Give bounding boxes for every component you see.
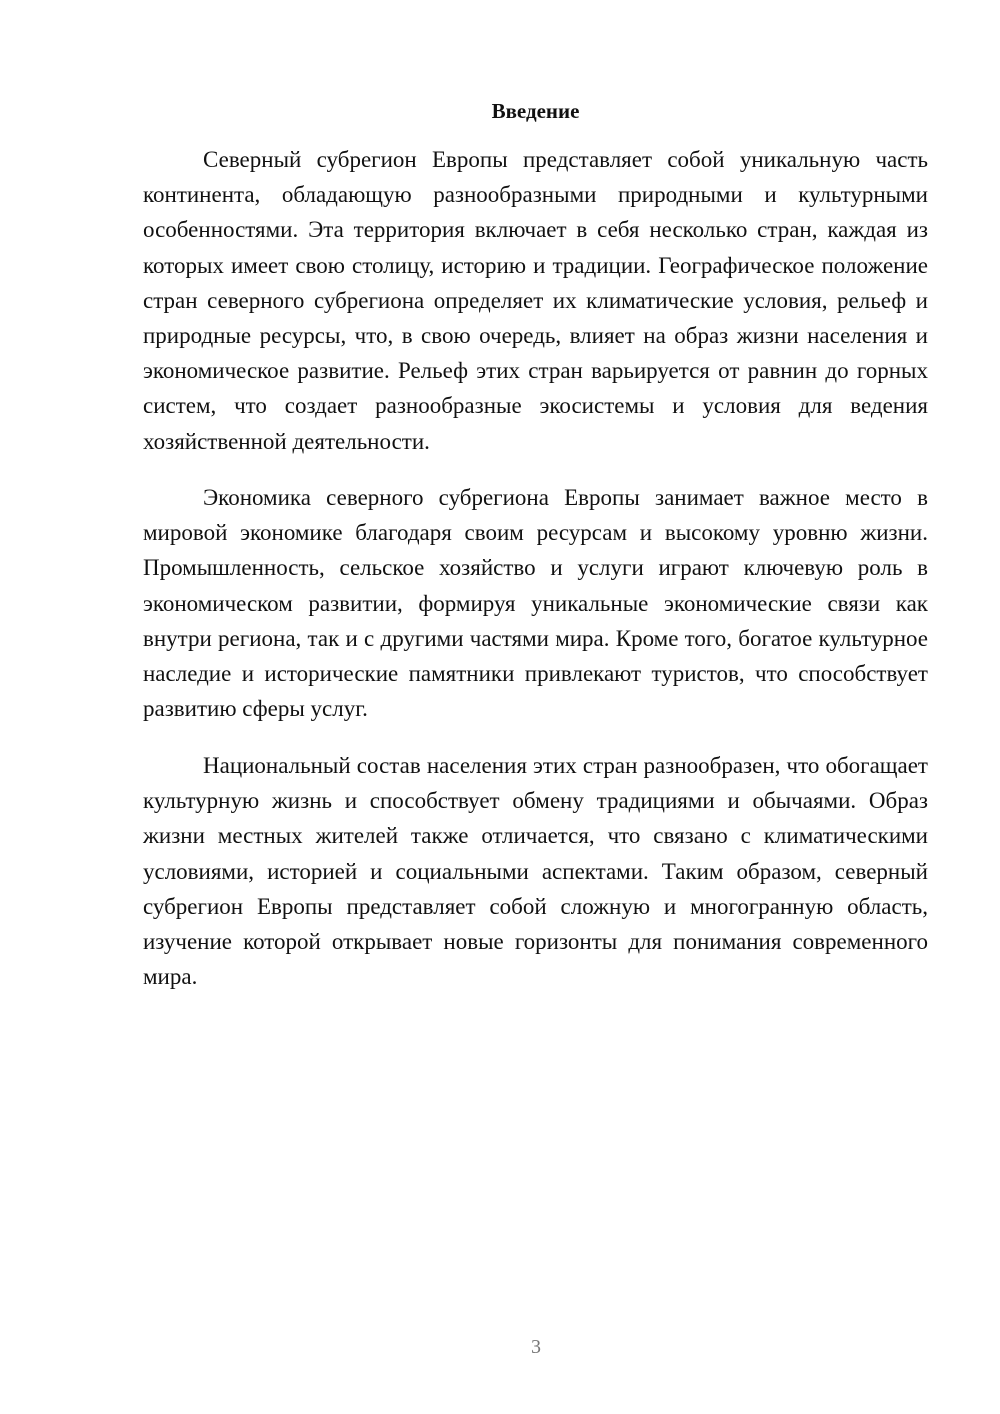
paragraph-2: Экономика северного субрегиона Европы занимает важное место в мировой экономике благодаря своим ресурсам и высокому уровню жизни. Промышленность, сельское хозяйство и услуги играют ключевую роль в экономическом развитии, формируя уникальные экономические связи как внутри региона, так и с другими частями мира. Кроме того, богатое культурное наследие и исторические памятники привлекают туристов, что способствует развитию сферы услуг. (143, 485, 928, 722)
paragraph-3: Национальный состав населения этих стран разнообразен, что обогащает культурную жизнь и способствует обмену традициями и обычаями. Образ жизни местных жителей также отличается, что связано с климатическими условиями, историей и социальными аспектами. Таким образом, северный субрегион Европы представляет собой сложную и многогранную область, изучение которой открывает новые горизонты для понимания современного мира. (143, 753, 928, 990)
page-title: Введение (491, 99, 580, 123)
paragraph-1: Северный субрегион Европы представляет собой уникальную часть континента, обладающую разнообразными природными и культурными особенностями. Эта территория включает в себя несколько стран, каждая из которых имеет свою столицу, историю и традиции. Географическое положение стран северного субрегиона определяет их климатические условия, рельеф и природные ресурсы, что, в свою очередь, влияет на образ жизни населения и экономическое развитие. Рельеф этих стран варьируется от равнин до горных систем, что создает разнообразные экосистемы и условия для ведения хозяйственной деятельности. (143, 147, 928, 454)
page-number: 3 (531, 1336, 541, 1358)
